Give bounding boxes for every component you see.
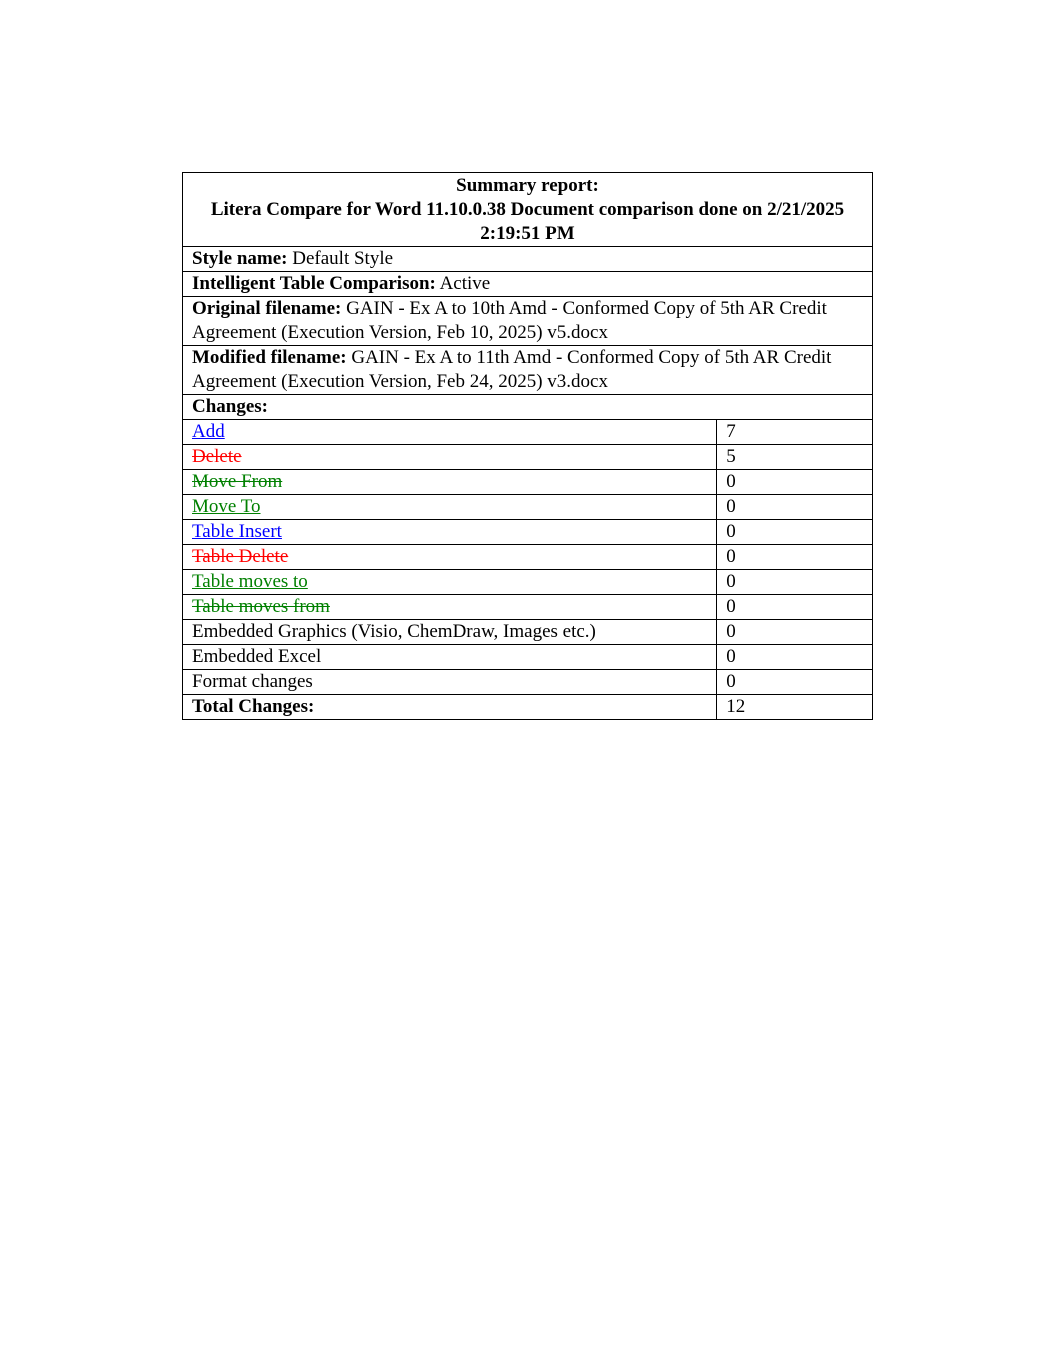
report-header <box>183 173 873 247</box>
change-type-embedded-excel: Embedded Excel <box>183 645 717 670</box>
change-type-add: Add <box>192 421 225 442</box>
total-changes-label: Total Changes: <box>183 695 717 720</box>
table-comparison-value: Active <box>439 273 491 294</box>
change-count-add: 7 <box>717 420 873 445</box>
style-name-label: Style name: <box>192 248 288 269</box>
style-name-row <box>183 247 873 272</box>
table-row <box>183 420 873 445</box>
change-count-embedded-excel: 0 <box>717 645 873 670</box>
change-type-move-from: Move From <box>192 471 283 492</box>
table-row <box>183 470 873 495</box>
change-count-move-to: 0 <box>717 495 873 520</box>
table-row <box>183 520 873 545</box>
modified-filename-value: GAIN - Ex A to 11th Amd - Conformed Copy of 5th AR Credit Agreement (Execution Version, Feb 24, 2025) v3.docx <box>192 347 832 392</box>
change-type-table-moves-to: Table moves to <box>192 571 308 592</box>
summary-report-table <box>182 172 873 720</box>
change-count-move-from: 0 <box>717 470 873 495</box>
original-filename-row <box>183 297 873 346</box>
change-count-delete: 5 <box>717 445 873 470</box>
changes-label: Changes: <box>183 395 873 420</box>
change-count-table-insert: 0 <box>717 520 873 545</box>
change-type-table-delete: Table Delete <box>192 546 289 567</box>
table-row <box>183 645 873 670</box>
original-filename-cell <box>183 297 873 346</box>
table-comparison-cell <box>183 272 873 297</box>
change-type-table-insert: Table Insert <box>192 521 282 542</box>
modified-filename-row <box>183 346 873 395</box>
change-type-move-to: Move To <box>192 496 261 517</box>
style-name-cell <box>183 247 873 272</box>
table-row <box>183 545 873 570</box>
report-header-row <box>183 173 873 247</box>
table-comparison-row <box>183 272 873 297</box>
table-row <box>183 670 873 695</box>
change-count-table-delete: 0 <box>717 545 873 570</box>
change-count-table-moves-to: 0 <box>717 570 873 595</box>
total-changes-row <box>183 695 873 720</box>
report-subtitle: Litera Compare for Word 11.10.0.38 Document comparison done on 2/21/2025 2:19:51 PM <box>210 199 845 244</box>
change-type-embedded-graphics: Embedded Graphics (Visio, ChemDraw, Images etc.) <box>183 620 717 645</box>
modified-filename-cell <box>183 346 873 395</box>
changes-header-row <box>183 395 873 420</box>
table-row <box>183 595 873 620</box>
change-count-embedded-graphics: 0 <box>717 620 873 645</box>
original-filename-value: GAIN - Ex A to 10th Amd - Conformed Copy of 5th AR Credit Agreement (Execution Version, Feb 10, 2025) v5.docx <box>192 298 827 343</box>
report-title: Summary report: <box>456 175 599 196</box>
change-count-format-changes: 0 <box>717 670 873 695</box>
table-comparison-label: Intelligent Table Comparison: <box>192 273 436 294</box>
change-count-table-moves-from: 0 <box>717 595 873 620</box>
table-row <box>183 570 873 595</box>
modified-filename-label: Modified filename: <box>192 347 347 368</box>
change-type-delete: Delete <box>192 446 242 467</box>
change-type-format-changes: Format changes <box>183 670 717 695</box>
table-row <box>183 495 873 520</box>
total-changes-value: 12 <box>717 695 873 720</box>
style-name-value: Default Style <box>292 248 394 269</box>
original-filename-label: Original filename: <box>192 298 342 319</box>
table-row <box>183 445 873 470</box>
table-row <box>183 620 873 645</box>
change-type-table-moves-from: Table moves from <box>192 596 330 617</box>
